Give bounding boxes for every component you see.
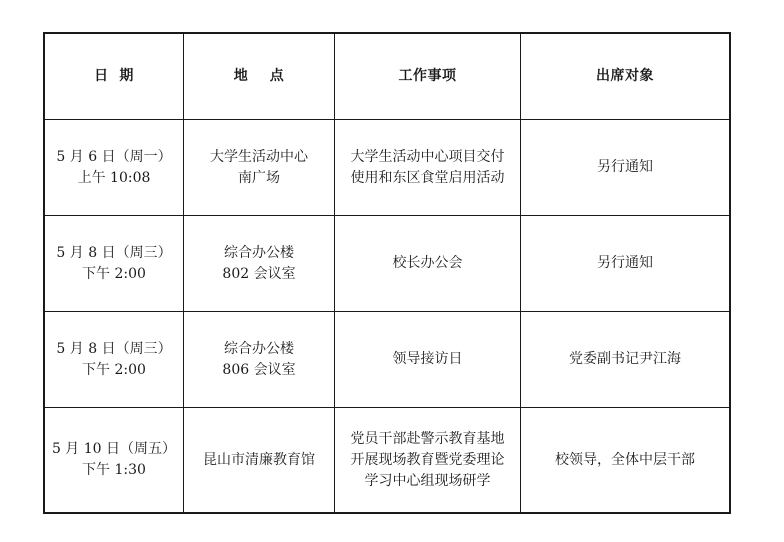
- attendees-line: 党委副书记尹江海: [569, 351, 681, 367]
- header-attendees-label: 出席对象: [596, 68, 654, 84]
- row-4-attendees: [521, 408, 729, 512]
- date-line: 5 月 10 日（周五）: [51, 441, 177, 457]
- place-line: 806 会议室: [222, 361, 296, 378]
- row-4-date: [45, 408, 184, 512]
- item-line: 使用和东区食堂启用活动: [350, 169, 505, 186]
- row-4-place: [184, 408, 335, 512]
- time-line: 上午 10:08: [77, 169, 151, 186]
- time-line: 下午 2:00: [82, 361, 146, 378]
- row-1-date: [45, 120, 184, 216]
- date-line: 5 月 6 日（周一）: [56, 148, 172, 165]
- time-line: 下午 2:00: [82, 265, 146, 282]
- header-attendees: [521, 34, 729, 120]
- item-line: 校长办公会: [392, 255, 463, 271]
- attendees-line: 校领导，全体中层干部: [555, 451, 695, 468]
- item-line: 党员干部赴警示教育基地: [350, 430, 505, 447]
- place-line: 大学生活动中心: [210, 148, 308, 165]
- place-line: 昆山市清廉教育馆: [203, 451, 315, 468]
- item-line: 大学生活动中心项目交付: [350, 148, 505, 165]
- row-3-item: [335, 312, 521, 408]
- row-2-attendees: [521, 216, 729, 312]
- item-line: 领导接访日: [392, 351, 463, 367]
- date-line: 5 月 8 日（周三）: [56, 244, 172, 261]
- row-3-date: [45, 312, 184, 408]
- row-4-item: [335, 408, 521, 512]
- header-item-label: 工作事项: [398, 68, 457, 84]
- schedule-table: [43, 32, 731, 514]
- row-2-date: [45, 216, 184, 312]
- row-3-attendees: [521, 312, 729, 408]
- header-place: [184, 34, 335, 120]
- time-line: 下午 1:30: [82, 462, 146, 478]
- header-date: [45, 34, 184, 120]
- row-3-place: [184, 312, 335, 408]
- item-line: 学习中心组现场研学: [364, 472, 491, 489]
- row-1-item: [335, 120, 521, 216]
- date-line: 5 月 8 日（周三）: [56, 340, 172, 357]
- row-2-place: [184, 216, 335, 312]
- row-2-item: [335, 216, 521, 312]
- place-line: 综合办公楼: [224, 340, 294, 357]
- header-date-label: 日 期: [94, 68, 134, 84]
- header-item: [335, 34, 521, 120]
- place-line: 综合办公楼: [224, 244, 294, 261]
- place-line: 802 会议室: [222, 265, 296, 282]
- header-place-label: 地 点: [233, 68, 285, 84]
- attendees-line: 另行通知: [597, 159, 653, 175]
- place-line: 南广场: [238, 169, 280, 186]
- item-line: 开展现场教育暨党委理论: [350, 451, 505, 468]
- attendees-line: 另行通知: [597, 255, 653, 271]
- row-1-attendees: [521, 120, 729, 216]
- row-1-place: [184, 120, 335, 216]
